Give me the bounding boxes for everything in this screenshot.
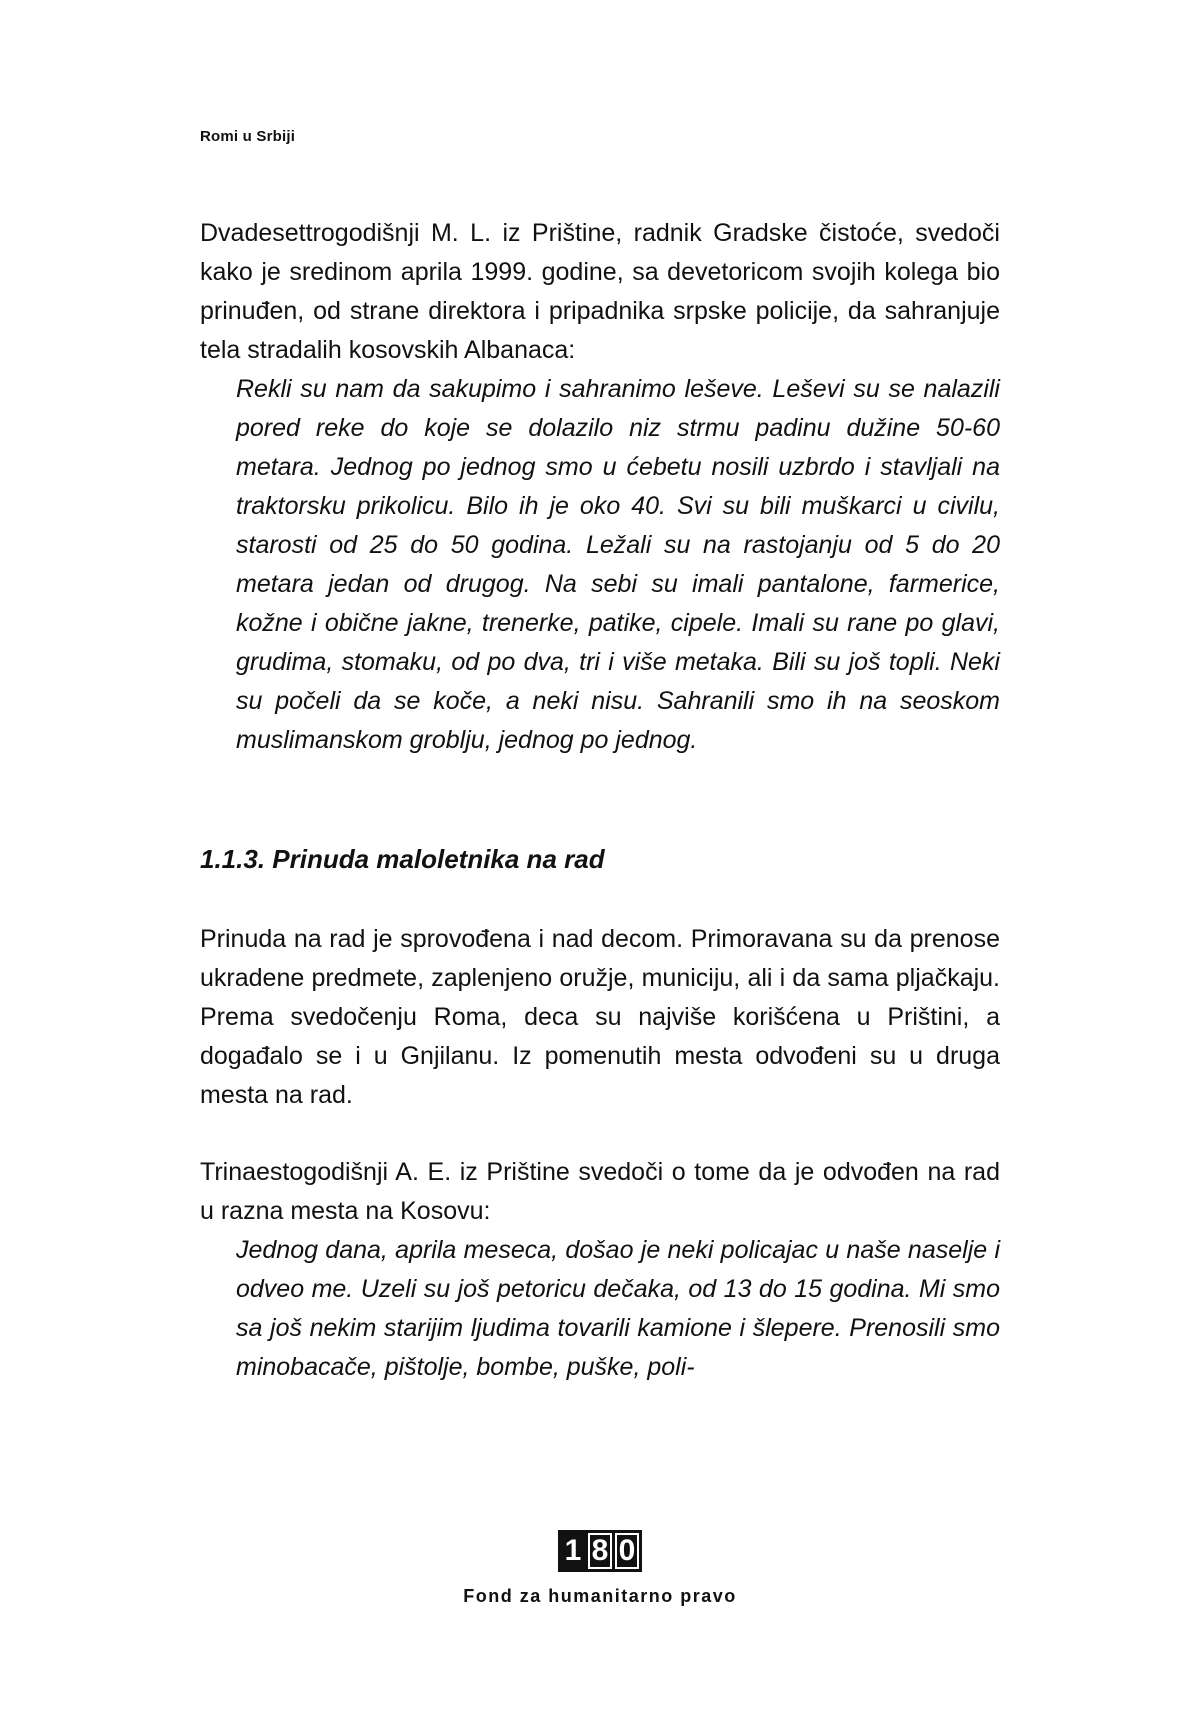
paragraph-child-labor: Prinuda na rad je sprovođena i nad decom. Primoravana su da prenose ukradene predmete, zaplenjeno oružje, municiju, ali i da sama pljačkaju. Prema svedočenju Roma, deca su najviše korišćena u Prištini, a događalo se i u Gnjilanu. Iz pomenutih mesta odvođeni su u druga mesta na rad. bbox=[200, 925, 1000, 1109]
paragraph-testimony-intro: Dvadesettrogodišnji M. L. iz Prištine, radnik Gradske čistoće, svedoči kako je sredinom aprila 1999. godine, sa devetoricom svojih kolega bio prinuđen, od strane direktora i pripadnika srpske policije, da sahranjuje tela stradalih kosovskih Albanaca: bbox=[200, 219, 1000, 364]
page-digit-3: 0 bbox=[615, 1533, 639, 1569]
section-heading: 1.1.3. Prinuda maloletnika na rad bbox=[200, 844, 605, 874]
page-digit-2: 8 bbox=[588, 1533, 612, 1569]
running-head: Romi u Srbiji bbox=[200, 128, 296, 145]
publisher-name: Fond za humanitarno pravo bbox=[463, 1586, 737, 1606]
page-digit-1: 1 bbox=[561, 1533, 585, 1569]
paragraph-testimony-intro-2: Trinaestogodišnji A. E. iz Prištine svedoči o tome da je odvođen na rad u razna mesta na Kosovu: bbox=[200, 1158, 1000, 1225]
page-footer bbox=[0, 1530, 1200, 1607]
quote-testimony-2: Jednog dana, aprila meseca, došao je neki policajac u naše naselje i odveo me. Uzeli su još petoricu dečaka, od 13 do 15 godina. Mi smo sa još nekim starijim ljudima tovarili kamione i šlepere. Prenosili smo minobacače, pištolje, bombe, puške, poli- bbox=[236, 1236, 1000, 1381]
paragraph-gap bbox=[200, 1115, 1000, 1153]
quote-testimony-1: Rekli su nam da sakupimo i sahranimo leševe. Leševi su se nalazili pored reke do koje se dolazilo niz strmu padinu dužine 50-60 metara. Jednog po jednog smo u ćebetu nosili uzbrdo i stavljali na traktorsku prikolicu. Bilo ih je oko 40. Svi su bili muškarci u civilu, starosti od 25 do 50 godina. Ležali su na rastojanju od 5 do 20 metara jedan od drugog. Na sebi su imali pantalone, farmerice, kožne i obične jakne, trenerke, patike, cipele. Imali su rane po glavi, grudima, stomaku, od po dva, tri i više metaka. Bili su još topli. Neki su počeli da se koče, a neki nisu. Sahranili smo ih na seoskom muslimanskom groblju, jednog po jednog. bbox=[236, 375, 1000, 754]
page-number-logo bbox=[558, 1530, 642, 1572]
main-content bbox=[200, 214, 1000, 1387]
